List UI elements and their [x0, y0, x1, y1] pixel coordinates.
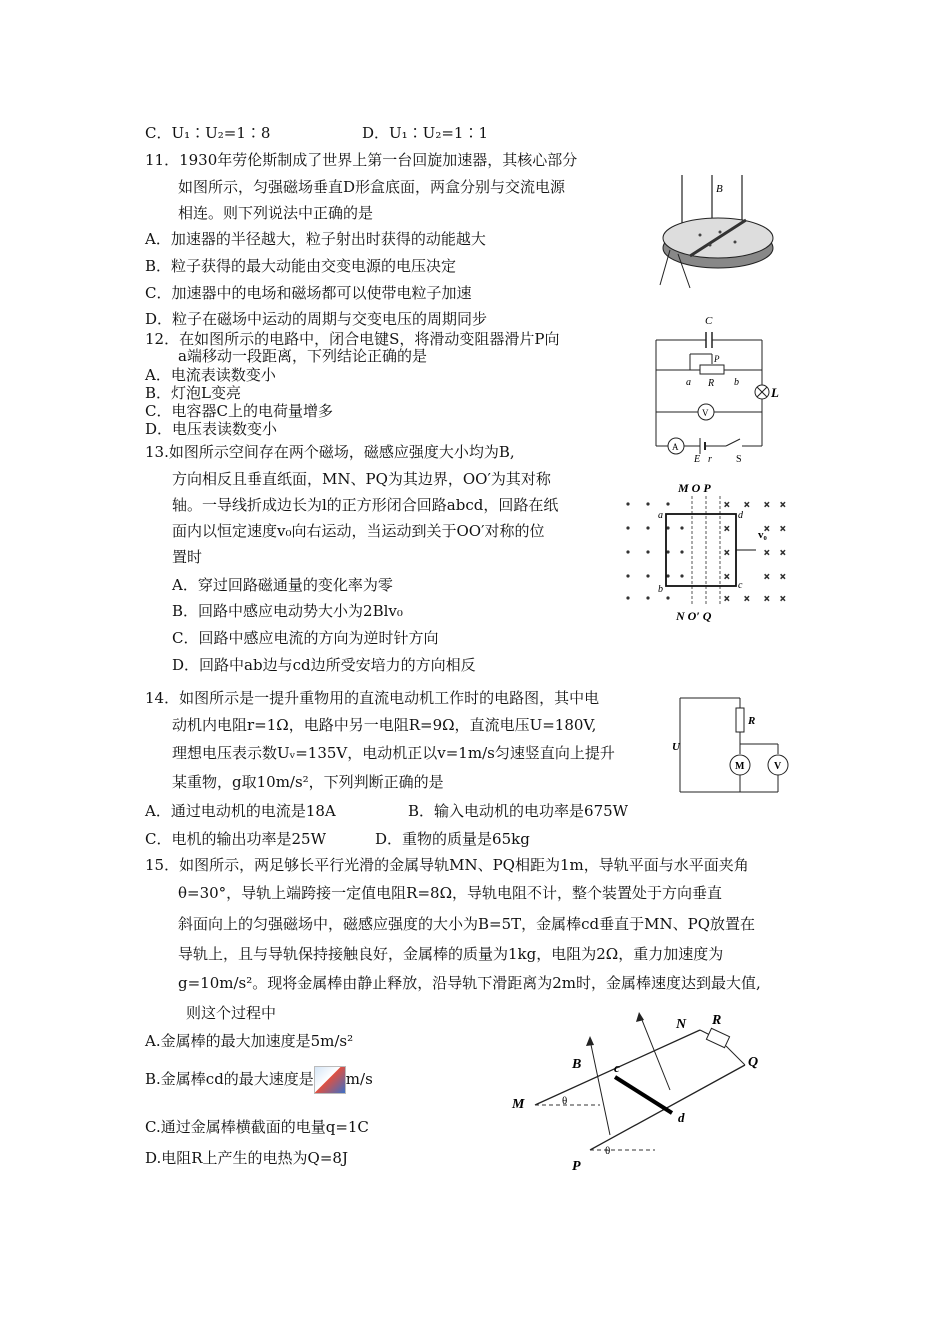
- q14-stem-3: 理想电压表示数Uᵥ=135V，电动机正以v=1m/s匀速竖直向上提升: [172, 744, 615, 762]
- q15-stem-5: g=10m/s²。现将金属棒由静止释放，沿导轨下滑距离为2m时，金属棒速度达到最大值,: [178, 974, 761, 992]
- q15-option-a: A.金属棒的最大加速度是5m/s²: [145, 1032, 354, 1050]
- circuit-figure-q12: [650, 312, 790, 465]
- q13-a-label: a: [658, 510, 663, 521]
- q12-b-label: b: [734, 377, 739, 388]
- q15-stem-2: θ=30°，导轨上端跨接一定值电阻R=8Ω，导轨电阻不计，整个装置处于方向垂直: [178, 884, 723, 902]
- q15-p-label: P: [572, 1159, 581, 1174]
- cyclotron-figure: [650, 170, 790, 300]
- q12-e-label: E: [694, 454, 701, 465]
- q15-theta-upper: θ: [562, 1095, 568, 1107]
- q13-option-c: C．回路中感应电流的方向为逆时针方向: [172, 629, 439, 647]
- q12-stem-1: 12．在如图所示的电路中，闭合电键S，将滑动变阻器滑片P向: [145, 330, 560, 348]
- q15-option-c: C.通过金属棒横截面的电量q=1C: [145, 1118, 369, 1136]
- q13-stem-2: 方向相反且垂直纸面，MN、PQ为其边界，OO′为其对称: [172, 470, 551, 488]
- svg-text:×: ×: [744, 594, 750, 605]
- q13-stem-1: 13.如图所示空间存在两个磁场，磁感应强度大小均为B,: [145, 443, 515, 461]
- q13-d-label: d: [738, 510, 743, 521]
- q12-option-d: D．电压表读数变小: [145, 420, 278, 438]
- q14-option-b: B．输入电动机的电功率是675W: [408, 802, 629, 820]
- q14-stem-2: 动机内电阻r=1Ω，电路中另一电阻R=9Ω，直流电压U=180V,: [172, 716, 597, 734]
- q11-stem-3: 相连。则下列说法中正确的是: [178, 204, 374, 222]
- svg-text:×: ×: [780, 594, 786, 605]
- q12-l-label: L: [771, 385, 779, 400]
- q12-option-c: C．电容器C上的电荷量增多: [145, 402, 333, 420]
- q14-option-d: D．重物的质量是65kg: [375, 830, 530, 848]
- q15-stem-1: 15．如图所示，两足够长平行光滑的金属导轨MN、PQ相距为1m，导轨平面与水平面夹角: [145, 856, 749, 874]
- cyclotron-b-label: B: [716, 183, 723, 195]
- svg-text:×: ×: [764, 572, 770, 583]
- svg-text:×: ×: [724, 572, 730, 583]
- q15-r-label: R: [712, 1013, 722, 1028]
- q12-r-label: R: [708, 378, 715, 389]
- q15-b-label: B: [572, 1057, 582, 1072]
- q13-top-labels: M O P: [678, 481, 711, 495]
- svg-text:×: ×: [744, 500, 750, 511]
- q11-option-b: B．粒子获得的最大动能由交变电源的电压决定: [145, 257, 457, 275]
- q12-s-label: S: [736, 454, 742, 465]
- q11-option-c: C．加速器中的电场和磁场都可以使带电粒子加速: [145, 284, 472, 302]
- q14-stem-1: 14．如图所示是一提升重物用的直流电动机工作时的电路图，其中电: [145, 689, 600, 707]
- q12-c-label: C: [705, 315, 713, 327]
- q10-option-d: D．U₁∶U₂=1∶1: [362, 124, 488, 142]
- svg-text:×: ×: [780, 572, 786, 583]
- q14-voltmeter-label: V: [774, 761, 782, 772]
- svg-text:×: ×: [724, 548, 730, 559]
- svg-text:×: ×: [764, 500, 770, 511]
- broken-image-icon: [314, 1066, 346, 1094]
- svg-text:×: ×: [780, 524, 786, 535]
- q14-stem-4: 某重物，g取10m/s²，下列判断正确的是: [172, 773, 444, 791]
- q12-voltmeter-label: V: [702, 408, 709, 418]
- q11-stem-1: 11．1930年劳伦斯制成了世界上第一台回旋加速器，其核心部分: [145, 151, 578, 169]
- q13-option-a: A．穿过回路磁通量的变化率为零: [172, 576, 393, 594]
- svg-text:×: ×: [724, 500, 730, 511]
- q13-c-label: c: [738, 580, 743, 591]
- q14-motor-label: M: [735, 761, 745, 772]
- magnetic-field-figure: [620, 478, 790, 628]
- svg-text:×: ×: [724, 524, 730, 535]
- q12-option-a: A．电流表读数变小: [145, 366, 276, 384]
- q15-theta-lower: θ: [605, 1145, 611, 1157]
- q12-ammeter-label: A: [672, 442, 679, 452]
- inclined-rails-figure: [510, 1010, 790, 1175]
- q13-option-b: B．回路中感应电动势大小为2Blv₀: [172, 602, 403, 620]
- q12-r-internal-label: r: [708, 454, 712, 465]
- q13-option-d: D．回路中ab边与cd边所受安培力的方向相反: [172, 656, 476, 674]
- q15-option-b-prefix: B.金属棒cd的最大速度是: [145, 1070, 314, 1088]
- motor-circuit-figure: [670, 692, 820, 802]
- q11-option-d: D．粒子在磁场中运动的周期与交变电压的周期同步: [145, 310, 488, 328]
- q11-stem-2: 如图所示，匀强磁场垂直D形盒底面，两盒分别与交流电源: [178, 178, 566, 196]
- q13-stem-4: 面内以恒定速度v₀向右运动，当运动到关于OO′对称的位: [172, 522, 545, 540]
- q14-option-a: A．通过电动机的电流是18A: [145, 802, 336, 820]
- q15-option-d: D.电阻R上产生的电热为Q=8J: [145, 1149, 348, 1167]
- q13-bottom-labels: N O′ Q: [676, 609, 712, 623]
- q15-m-label: M: [512, 1097, 525, 1112]
- q10-option-c: C．U₁∶U₂=1∶8: [145, 124, 271, 142]
- q15-stem-6: 则这个过程中: [186, 1004, 277, 1022]
- q15-q-label: Q: [748, 1055, 759, 1070]
- q13-v0-label: v₀: [758, 529, 767, 541]
- q12-option-b: B．灯泡L变亮: [145, 384, 241, 402]
- q15-d-label: d: [678, 1110, 685, 1125]
- q15-option-b-unit: m/s: [345, 1070, 373, 1088]
- q14-u-label: U: [672, 741, 680, 753]
- q13-stem-3: 轴。一导线折成边长为l的正方形闭合回路abcd，回路在纸: [172, 496, 559, 514]
- svg-text:×: ×: [764, 524, 770, 535]
- svg-text:×: ×: [780, 548, 786, 559]
- svg-text:×: ×: [764, 548, 770, 559]
- q12-stem-2: a端移动一段距离，下列结论正确的是: [178, 347, 427, 365]
- svg-text:×: ×: [780, 500, 786, 511]
- q13-stem-5: 置时: [172, 548, 203, 566]
- q13-b-label: b: [658, 584, 663, 595]
- q15-c-label: c: [614, 1060, 620, 1075]
- svg-text:×: ×: [764, 594, 770, 605]
- q15-stem-3: 斜面向上的匀强磁场中，磁感应强度的大小为B=5T，金属棒cd垂直于MN、PQ放置在: [178, 915, 756, 933]
- q15-option-b: [145, 1066, 373, 1094]
- q15-n-label: N: [676, 1017, 687, 1032]
- q12-p-label: P: [714, 354, 720, 364]
- q12-a-label: a: [686, 377, 691, 388]
- q11-option-a: A．加速器的半径越大，粒子射出时获得的动能越大: [145, 230, 486, 248]
- svg-text:×: ×: [724, 594, 730, 605]
- q14-option-c: C．电机的输出功率是25W: [145, 830, 326, 848]
- q14-r-label: R: [748, 715, 756, 727]
- q15-stem-4: 导轨上，且与导轨保持接触良好，金属棒的质量为1kg，电阻为2Ω，重力加速度为: [178, 945, 724, 963]
